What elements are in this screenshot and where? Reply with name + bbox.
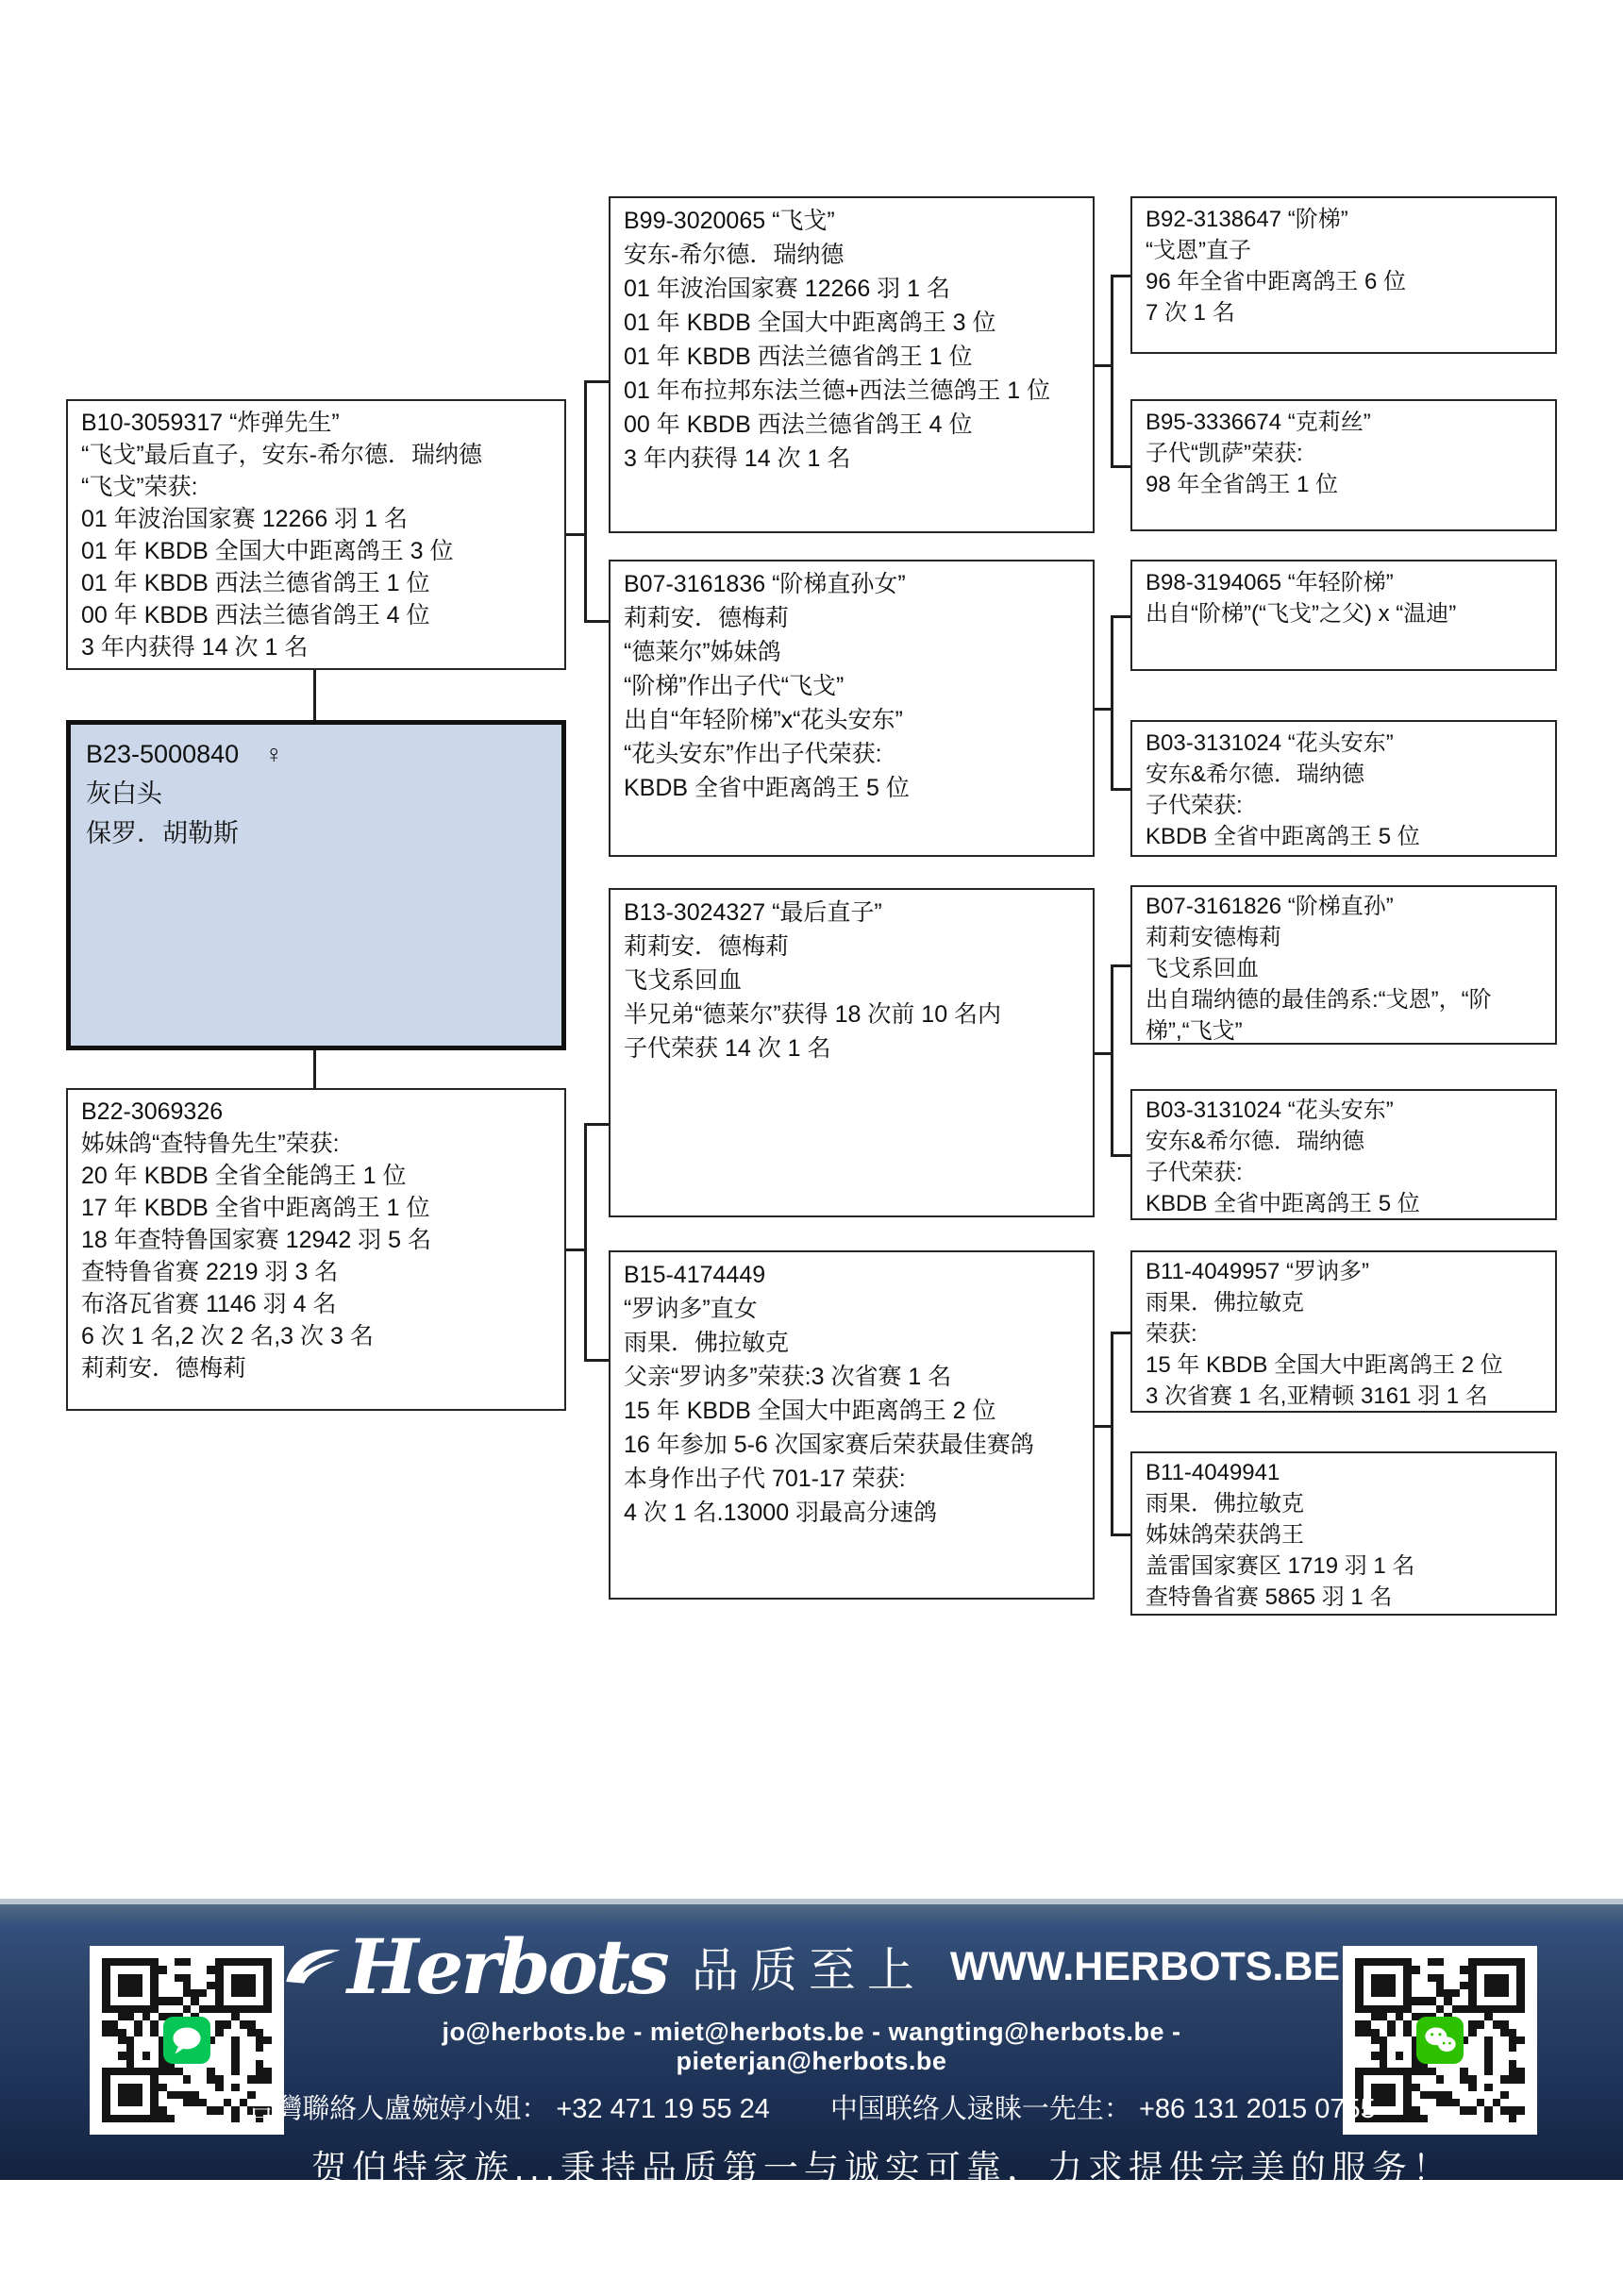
taiwan-contact: 台灣聯絡人盧婉婷小姐： +32 471 19 55 24 — [247, 2094, 770, 2124]
box-line: KBDB 全省中距离鸽王 5 位 — [1146, 824, 1420, 849]
connector-line — [584, 380, 587, 623]
box-line: 安东-希尔德．瑞纳德 — [624, 242, 845, 268]
feather-icon — [283, 1944, 343, 1989]
box-line: KBDB 全省中距离鸽王 5 位 — [1146, 1191, 1420, 1216]
box-line: 01 年 KBDB 西法兰德省鸽王 1 位 — [624, 344, 973, 370]
box-line: 姊妹鸽荣获鸽王 — [1146, 1522, 1304, 1548]
box-line: 15 年 KBDB 全国大中距离鸽王 2 位 — [1146, 1352, 1503, 1378]
box-line: B07-3161826 “阶梯直孙” — [1146, 894, 1394, 919]
box-line: 20 年 KBDB 全省全能鸽王 1 位 — [81, 1163, 407, 1189]
pedigree-box-b10-3059317 — [66, 399, 566, 670]
box-line: 莉莉安．德梅莉 — [624, 933, 790, 960]
box-line: B11-4049957 “罗讷多” — [1146, 1259, 1369, 1284]
box-line: 01 年 KBDB 全国大中距离鸽王 3 位 — [81, 538, 454, 564]
box-line: 雨果．佛拉敏克 — [1146, 1290, 1304, 1316]
box-line: “飞戈”最后直子，安东-希尔德．瑞纳德 — [81, 442, 482, 468]
wechat-icon — [1416, 2017, 1464, 2064]
pedigree-box-b11-4049957 — [1130, 1250, 1557, 1413]
box-line: 00 年 KBDB 西法兰德省鸽王 4 位 — [624, 411, 973, 438]
connector-line — [313, 670, 316, 720]
box-line: 子代荣获: — [1146, 1160, 1243, 1185]
box-line: 莉莉安德梅莉 — [1146, 925, 1281, 950]
line-icon — [163, 2017, 210, 2064]
connector-line — [1111, 465, 1130, 468]
box-line: 6 次 1 名,2 次 2 名,3 次 3 名 — [81, 1323, 374, 1349]
box-line: 雨果．佛拉敏克 — [1146, 1491, 1304, 1517]
email-list: jo@herbots.be - miet@herbots.be - wangting@herbots.be - pieterjan@herbots.be — [442, 2018, 1181, 2075]
box-line: 安东&希尔德．瑞纳德 — [1146, 1129, 1365, 1154]
box-line: B15-4174449 — [624, 1262, 766, 1288]
box-line: B22-3069326 — [81, 1098, 224, 1125]
box-line: 出自“阶梯”(“飞戈”之父) x “温迪” — [1146, 601, 1457, 627]
box-line: 15 年 KBDB 全国大中距离鸽王 2 位 — [624, 1398, 996, 1424]
connector-line — [1111, 1533, 1130, 1536]
footer-banner — [0, 1899, 1623, 2187]
connector-line — [1111, 615, 1113, 791]
box-line: B13-3024327 “最后直子” — [624, 899, 882, 926]
box-line: 96 年全省中距离鸽王 6 位 — [1146, 269, 1407, 294]
box-line: 查特鲁省赛 2219 羽 3 名 — [81, 1259, 339, 1285]
brand-name: Herbots — [346, 1922, 667, 2011]
box-line: 7 次 1 名 — [1146, 300, 1235, 326]
box-line: 16 年参加 5-6 次国家赛后荣获最佳赛鸽 — [624, 1432, 1034, 1458]
box-line: 飞戈系回血 — [1146, 956, 1259, 981]
pedigree-box-b03-3131024-top — [1130, 720, 1557, 857]
slogan-text: 贺伯特家族...秉持品质第一与诚实可靠，力求提供完美的服务！ — [311, 2149, 1453, 2187]
box-line: B99-3020065 “飞戈” — [624, 208, 835, 234]
subject-breeder: 保罗．胡勒斯 — [86, 819, 239, 847]
contact-row — [247, 2087, 1376, 2126]
connector-line — [1111, 275, 1130, 277]
pedigree-box-b98-3194065 — [1130, 560, 1557, 671]
box-line: B03-3131024 “花头安东” — [1146, 730, 1394, 756]
connector-line — [1111, 615, 1130, 618]
box-line: 姊妹鸽“查特鲁先生”荣获: — [81, 1131, 340, 1157]
box-line: 3 年内获得 14 次 1 名 — [81, 634, 309, 661]
connector-line — [1111, 275, 1113, 468]
box-line: 3 年内获得 14 次 1 名 — [624, 445, 851, 472]
box-line: 飞戈系回血 — [624, 967, 743, 994]
connector-line — [584, 1123, 609, 1126]
pedigree-box-b99-3020065 — [609, 196, 1095, 533]
box-line: 子代“凯萨”荣获: — [1146, 441, 1303, 466]
box-line: B11-4049941 — [1146, 1460, 1280, 1485]
box-line: 01 年波治国家赛 12266 羽 1 名 — [81, 506, 408, 532]
box-line: 98 年全省鸽王 1 位 — [1146, 472, 1339, 497]
box-line: 出自瑞纳德的最佳鸽系:“戈恩”，“阶梯”,“飞戈” — [1146, 987, 1492, 1044]
connector-line — [1111, 1332, 1130, 1334]
connector-line — [584, 1123, 587, 1362]
box-line: 子代荣获 14 次 1 名 — [624, 1035, 831, 1062]
box-line: 父亲“罗讷多”荣获:3 次省赛 1 名 — [624, 1364, 952, 1390]
subject-color: 灰白头 — [86, 779, 162, 808]
box-line: “阶梯”作出子代“飞戈” — [624, 673, 845, 699]
pedigree-box-b13-3024327 — [609, 888, 1095, 1217]
box-line: 莉莉安．德梅莉 — [81, 1355, 247, 1382]
box-line: 01 年布拉邦东法兰德+西法兰德鸽王 1 位 — [624, 377, 1051, 404]
box-line: 18 年查特鲁国家赛 12942 羽 5 名 — [81, 1227, 431, 1253]
connector-line — [313, 1050, 316, 1088]
box-line: KBDB 全省中距离鸽王 5 位 — [624, 775, 910, 801]
box-line: B10-3059317 “炸弹先生” — [81, 410, 340, 436]
box-line: 雨果．佛拉敏克 — [624, 1330, 790, 1356]
brand-quality-text: 品质至上 — [691, 1944, 926, 1997]
china-contact: 中国联络人逯睐一先生： +86 131 2015 0755 — [829, 2094, 1376, 2124]
box-line: “德莱尔”姊妹鸽 — [624, 639, 781, 665]
connector-line — [1111, 788, 1130, 791]
pedigree-box-b07-3161826 — [1130, 885, 1557, 1045]
connector-line — [566, 533, 586, 536]
box-line: 3 次省赛 1 名,亚精顿 3161 羽 1 名 — [1146, 1383, 1488, 1409]
connector-line — [584, 1359, 609, 1362]
box-line: 子代荣获: — [1146, 793, 1243, 818]
box-line: 01 年 KBDB 西法兰德省鸽王 1 位 — [81, 570, 430, 596]
box-line: 00 年 KBDB 西法兰德省鸽王 4 位 — [81, 602, 430, 628]
box-line: B98-3194065 “年轻阶梯” — [1146, 570, 1394, 595]
box-line: 布洛瓦省赛 1146 羽 4 名 — [81, 1291, 337, 1317]
box-line: “戈恩”直子 — [1146, 238, 1251, 263]
connector-line — [1111, 1332, 1113, 1536]
box-line: “飞戈”荣获: — [81, 474, 198, 500]
pedigree-box-b92-3138647 — [1130, 196, 1557, 354]
box-line: 荣获: — [1146, 1321, 1197, 1347]
box-line: B07-3161836 “阶梯直孙女” — [624, 571, 906, 597]
connector-line — [566, 1249, 586, 1251]
box-line: B95-3336674 “克莉丝” — [1146, 410, 1371, 435]
pedigree-box-b15-4174449 — [609, 1250, 1095, 1600]
box-line: 01 年波治国家赛 12266 羽 1 名 — [624, 276, 950, 302]
subject-ring-number: B23-5000840 ♀ — [86, 740, 284, 768]
box-line: “花头安东”作出子代荣获: — [624, 741, 882, 767]
pedigree-box-b95-3336674 — [1130, 399, 1557, 531]
website-url: WWW.HERBOTS.BE — [949, 1943, 1341, 1989]
box-line: B03-3131024 “花头安东” — [1146, 1098, 1394, 1123]
box-line: 盖雷国家赛区 1719 羽 1 名 — [1146, 1553, 1415, 1579]
box-line: 安东&希尔德．瑞纳德 — [1146, 762, 1365, 787]
pedigree-box-b03-3131024-bottom — [1130, 1089, 1557, 1220]
pedigree-box-subject-b23-5000840 — [66, 720, 566, 1050]
pedigree-box-b07-3161836 — [609, 560, 1095, 857]
box-line: “罗讷多”直女 — [624, 1296, 758, 1322]
herbots-logo — [283, 1922, 667, 2011]
pedigree-box-b11-4049941 — [1130, 1451, 1557, 1616]
connector-line — [1111, 964, 1130, 967]
box-line: 查特鲁省赛 5865 羽 1 名 — [1146, 1584, 1393, 1610]
box-line: 17 年 KBDB 全省中距离鸽王 1 位 — [81, 1195, 430, 1221]
brand-row — [311, 1922, 1341, 2011]
connector-line — [1111, 1154, 1130, 1157]
connector-line — [1111, 964, 1113, 1157]
box-line: 半兄弟“德莱尔”获得 18 次前 10 名内 — [624, 1001, 1002, 1028]
connector-line — [584, 620, 609, 623]
pedigree-box-b22-3069326 — [66, 1088, 566, 1411]
connector-line — [584, 380, 609, 383]
box-line: 莉莉安．德梅莉 — [624, 605, 790, 631]
box-line: 出自“年轻阶梯”x“花头安东” — [624, 707, 903, 733]
box-line: 4 次 1 名.13000 羽最高分速鸽 — [624, 1500, 938, 1526]
box-line: B92-3138647 “阶梯” — [1146, 207, 1348, 232]
box-line: 01 年 KBDB 全国大中距离鸽王 3 位 — [624, 310, 996, 336]
box-line: 本身作出子代 701-17 荣获: — [624, 1466, 906, 1492]
